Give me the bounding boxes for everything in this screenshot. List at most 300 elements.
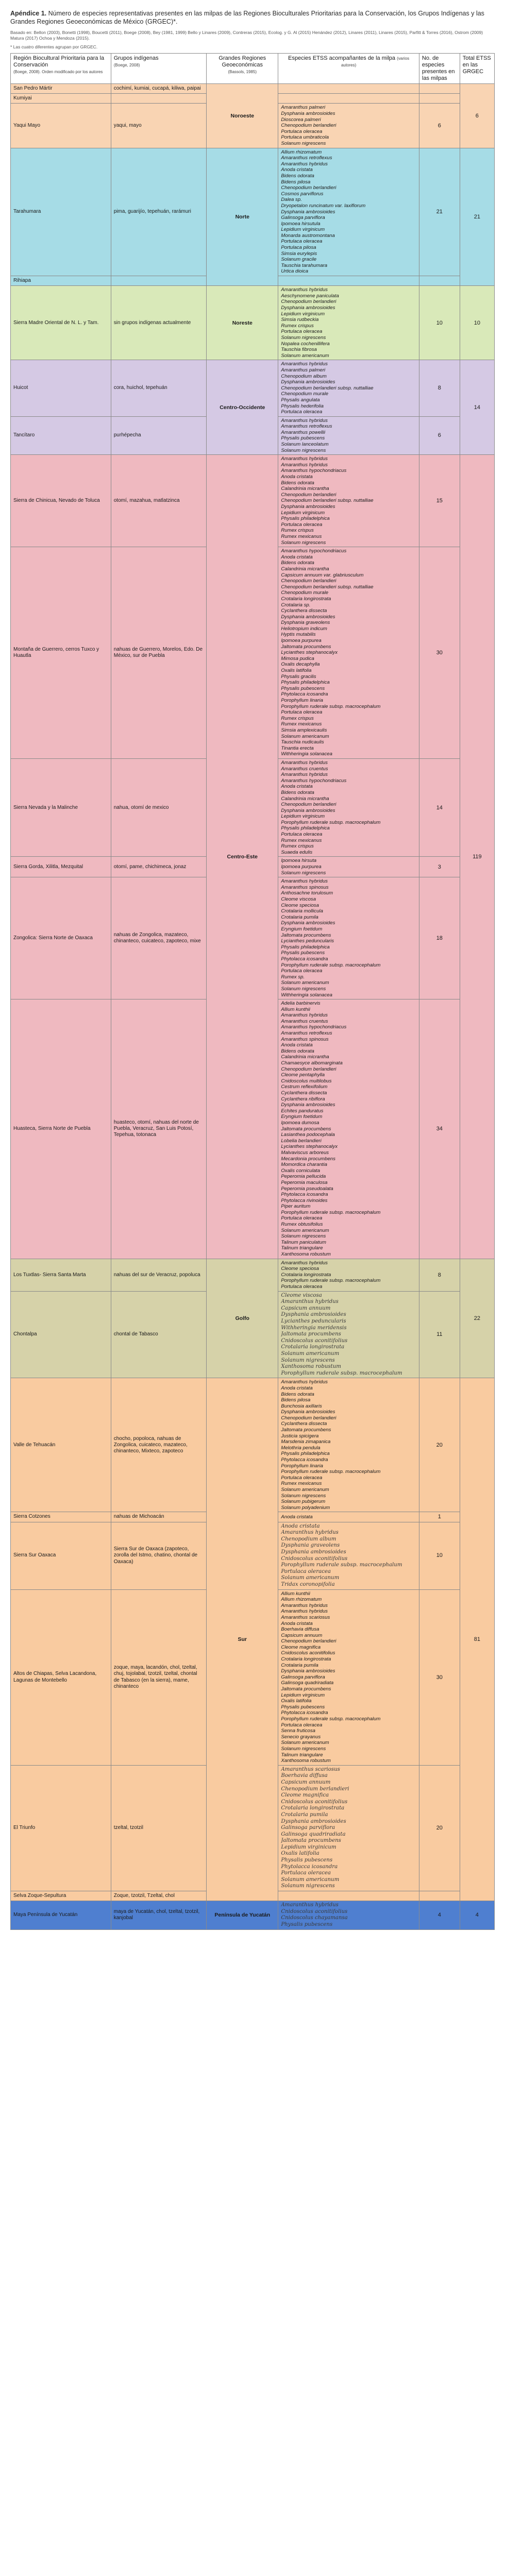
species-count-cell: 18 bbox=[419, 877, 460, 999]
species-name: Chenopodium berlandieri bbox=[281, 802, 336, 808]
species-name: Chenopodium berlandieri subsp. nuttalliae bbox=[281, 498, 374, 504]
grgec-cell: Centro-Este bbox=[207, 455, 278, 1259]
species-name: Cleome magnifica bbox=[281, 1644, 321, 1650]
region-cell: Tarahumara bbox=[11, 148, 111, 276]
species-name: Cestrum reflexifolium bbox=[281, 1084, 328, 1090]
region-cell: Huasteca, Sierra Norte de Puebla bbox=[11, 999, 111, 1259]
species-name: Physalis gracilis bbox=[281, 673, 316, 680]
species-name: Chenopodium berlandieri bbox=[281, 492, 336, 498]
species-name: Solanum nigrescens bbox=[281, 539, 326, 546]
grupos-cell: sin grupos indígenas actualmente bbox=[111, 286, 206, 360]
species-name: Amaranthus hybridus bbox=[281, 462, 328, 468]
species-name: Rumex crispus bbox=[281, 323, 314, 329]
species-name: Amaranthus hybridus bbox=[281, 759, 328, 766]
species-name: Porophyllum ruderale subsp. macrocephalum bbox=[281, 1209, 381, 1215]
header-especies: Especies ETSS acompañantes de la milpa (varios autores) bbox=[278, 54, 419, 84]
species-name: Amaranthus hybridus bbox=[281, 772, 328, 778]
species-name: Physalis pubescens bbox=[281, 950, 325, 956]
species-name: Amaranthus hypochondriacus bbox=[281, 777, 347, 784]
region-cell: Sierra Cotzones bbox=[11, 1512, 111, 1522]
species-name: Anoda cristata bbox=[281, 1514, 313, 1520]
grgec-cell: Península de Yucatán bbox=[207, 1901, 278, 1929]
species-name: Galinsoga quadriradiata bbox=[281, 1680, 334, 1686]
species-name: Suaeda edulis bbox=[281, 849, 313, 855]
species-name: Crotalaria longirostrata bbox=[281, 1805, 345, 1811]
species-name: Portulaca oleracea bbox=[281, 329, 323, 335]
species-cell bbox=[278, 148, 419, 276]
species-name: Momordica charantia bbox=[281, 1162, 327, 1168]
species-count-cell bbox=[419, 1891, 460, 1901]
species-cell bbox=[278, 1291, 419, 1378]
species-name: Calandrinia micrantha bbox=[281, 486, 329, 492]
species-name: Talinum triangulare bbox=[281, 1752, 323, 1758]
species-name: Dysphania ambrosioides bbox=[281, 209, 335, 215]
table-row bbox=[11, 84, 495, 94]
species-name: Dysphania ambrosioides bbox=[281, 1312, 346, 1318]
species-name: Bunchosia axillaris bbox=[281, 1403, 322, 1409]
species-cell bbox=[278, 455, 419, 547]
species-cell bbox=[278, 547, 419, 759]
species-name: Chamaesyce albomarginata bbox=[281, 1060, 343, 1066]
grupos-cell: cora, huichol, tepehuán bbox=[111, 360, 206, 416]
species-name: Jaltomata procumbens bbox=[281, 1838, 341, 1844]
species-name: Amaranthus hybridus bbox=[281, 878, 328, 885]
species-name: Rumex crispus bbox=[281, 528, 314, 534]
species-name: Cleome speciosa bbox=[281, 1266, 319, 1272]
species-cell bbox=[278, 360, 419, 416]
species-count-cell: 10 bbox=[419, 286, 460, 360]
species-cell bbox=[278, 1589, 419, 1765]
species-name: Rumex mexicanus bbox=[281, 837, 322, 843]
region-cell: Selva Zoque-Sepultura bbox=[11, 1891, 111, 1901]
species-name: Dysphania ambrosioides bbox=[281, 1549, 346, 1555]
species-name: Allium kunthii bbox=[281, 1590, 310, 1597]
species-name: Jaltomata procumbens bbox=[281, 1331, 341, 1337]
species-name: Portulaca oleracea bbox=[281, 968, 323, 974]
grgec-cell: Noreste bbox=[207, 286, 278, 360]
species-name: Ipomoea purpurea bbox=[281, 638, 322, 644]
region-cell: Maya Península de Yucatán bbox=[11, 1901, 111, 1929]
species-name: Amaranthus palmeri bbox=[281, 105, 326, 111]
species-name: Portulaca oleracea bbox=[281, 1215, 323, 1222]
grgec-total-cell: 14 bbox=[460, 360, 494, 455]
species-name: Porophyllum ruderale subsp. macrocephalum bbox=[281, 1370, 402, 1376]
species-name: Crotalaria longirostrata bbox=[281, 1344, 345, 1350]
species-name: Rumex mexicanus bbox=[281, 721, 322, 727]
grupos-cell: nahua, otomí de mexico bbox=[111, 758, 206, 857]
header-num: No. de especies presentes en las milpas bbox=[419, 54, 460, 84]
species-name: Solanum nigrescens bbox=[281, 1745, 326, 1752]
species-name: Solanum americanum bbox=[281, 1350, 340, 1357]
species-name: Chenopodium berlandieri bbox=[281, 1066, 336, 1072]
species-name: Allium rhizomatum bbox=[281, 1597, 322, 1603]
species-cell bbox=[278, 999, 419, 1259]
species-name: Melothria pendula bbox=[281, 1445, 321, 1451]
species-name: Capsicum annuum var. glabriusculum bbox=[281, 572, 364, 578]
region-cell: Los Tuxtlas- Sierra Santa Marta bbox=[11, 1259, 111, 1291]
species-name: Talinum triangulare bbox=[281, 1245, 323, 1251]
region-cell: El Triunfo bbox=[11, 1765, 111, 1891]
region-cell: Montaña de Guerrero, cerros Tuxco y Huautla bbox=[11, 547, 111, 759]
species-name: Dysphania ambrosioides bbox=[281, 614, 335, 620]
region-cell: Kumiyai bbox=[11, 94, 111, 104]
species-name: Chenopodium berlandieri subsp. nuttalliae bbox=[281, 584, 374, 590]
species-cell bbox=[278, 1522, 419, 1589]
species-name: Amaranthus retroflexus bbox=[281, 1030, 332, 1037]
species-name: Crotalaria pumila bbox=[281, 1662, 318, 1668]
table-row bbox=[11, 1901, 495, 1929]
species-name: Cnidoscolus aconitifolius bbox=[281, 1650, 335, 1656]
species-cell bbox=[278, 1512, 419, 1522]
species-name: Lepidium virginicum bbox=[281, 1692, 325, 1698]
species-name: Solanum pubigerum bbox=[281, 1499, 326, 1505]
header-grgec: Grandes Regiones Geoeconómicas (Bassols, 1985) bbox=[207, 54, 278, 84]
table-body bbox=[11, 84, 495, 1930]
species-name: Cnidoscolus aconitifolius bbox=[281, 1799, 348, 1805]
species-name: Phytolacca rivinoides bbox=[281, 1197, 328, 1204]
species-name: Jaltomata procumbens bbox=[281, 643, 331, 650]
species-name: Portulaca oleracea bbox=[281, 832, 323, 838]
region-cell: Huicot bbox=[11, 360, 111, 416]
species-name: Amaranthus spinosus bbox=[281, 884, 329, 890]
species-name: Amaranthus hybridus bbox=[281, 1012, 328, 1019]
grupos-cell: otomí, mazahua, matlatzinca bbox=[111, 455, 206, 547]
species-count-cell: 8 bbox=[419, 1259, 460, 1291]
species-name: Chenopodium berlandieri bbox=[281, 123, 336, 129]
species-name: Oxalis latifolia bbox=[281, 668, 312, 674]
species-count-cell: 30 bbox=[419, 547, 460, 759]
species-name: Solanum polyadenium bbox=[281, 1504, 330, 1511]
grgec-cell: Sur bbox=[207, 1378, 278, 1901]
species-name: Physalis hederifolia bbox=[281, 403, 324, 409]
species-name: Phytolacca icosandra bbox=[281, 1863, 338, 1870]
table-row bbox=[11, 1378, 495, 1512]
species-name: Echites panduratus bbox=[281, 1108, 324, 1114]
species-name: Tridax coronopifolia bbox=[281, 1581, 335, 1587]
species-name: Withheringia meridensis bbox=[281, 1325, 347, 1331]
species-name: Chenopodium album bbox=[281, 373, 327, 379]
species-name: Cleome pentaphylla bbox=[281, 1072, 325, 1078]
species-name: Calandrinia micrantha bbox=[281, 566, 329, 572]
species-name: Physalis philadelphica bbox=[281, 1451, 330, 1457]
species-name: Amaranthus retroflexus bbox=[281, 423, 332, 430]
species-name: Jaltomata procumbens bbox=[281, 1427, 331, 1433]
species-name: Peperomia maculosa bbox=[281, 1179, 328, 1185]
grupos-cell: purhépecha bbox=[111, 416, 206, 455]
species-name: Adelia barbinervis bbox=[281, 1001, 321, 1007]
species-count-cell: 21 bbox=[419, 148, 460, 276]
species-name: Bidens odorata bbox=[281, 173, 314, 179]
species-name: Oxalis latifolia bbox=[281, 1698, 312, 1704]
species-name: Cnidoscolus aconitifolius bbox=[281, 1555, 348, 1562]
species-name: Allium kunthii bbox=[281, 1006, 310, 1012]
species-name: Piper auritum bbox=[281, 1204, 311, 1210]
region-cell: Sierra de Chinicua, Nevado de Toluca bbox=[11, 455, 111, 547]
table-header-row bbox=[11, 54, 495, 84]
grgec-total-cell: 4 bbox=[460, 1901, 494, 1929]
species-count-cell bbox=[419, 84, 460, 94]
header bbox=[10, 0, 495, 50]
region-cell: San Pedro Mártir bbox=[11, 84, 111, 94]
species-name: Amaranthus hybridus bbox=[281, 287, 328, 293]
page bbox=[10, 0, 495, 1930]
species-name: Porophyllum ruderale subsp. macrocephalum bbox=[281, 962, 381, 968]
species-count-cell: 1 bbox=[419, 1512, 460, 1522]
species-name: Cosmos parviflorus bbox=[281, 191, 324, 197]
species-name: Cyclanthera dissecta bbox=[281, 608, 327, 614]
species-name: Amaranthus scariosus bbox=[281, 1766, 340, 1772]
document-title bbox=[10, 9, 495, 26]
species-name: Rumex crispus bbox=[281, 843, 314, 850]
table-row bbox=[11, 148, 495, 276]
grgec-total-cell: 81 bbox=[460, 1378, 494, 1901]
species-name: Calandrinia micrantha bbox=[281, 1054, 329, 1060]
species-name: Portulaca oleracea bbox=[281, 1722, 323, 1728]
species-name: Lepidium virginicum bbox=[281, 510, 325, 516]
species-name: Dalea sp. bbox=[281, 197, 302, 203]
species-name: Cleome magnifica bbox=[281, 1792, 329, 1799]
species-name: Tauschia tarahumara bbox=[281, 262, 328, 268]
species-name: Amaranthus hybridus bbox=[281, 1608, 328, 1615]
species-name: Solanum lanceolatum bbox=[281, 442, 329, 448]
species-name: Amaranthus hypochondriacus bbox=[281, 548, 347, 554]
species-name: Crotalaria sp. bbox=[281, 602, 311, 608]
species-name: Phytolacca icosandra bbox=[281, 1457, 328, 1463]
species-name: Peperomia pellucida bbox=[281, 1174, 326, 1180]
species-name: Phytolacca icosandra bbox=[281, 691, 328, 698]
species-name: Galinsoga parviflora bbox=[281, 215, 325, 221]
grupos-cell: nahuas de Michoacán bbox=[111, 1512, 206, 1522]
species-name: Physalis philadelphica bbox=[281, 516, 330, 522]
species-name: Amaranthus retroflexus bbox=[281, 155, 332, 161]
species-name: Portulaca oleracea bbox=[281, 1284, 323, 1290]
header-grupos: Grupos indígenas (Boege, 2008) bbox=[111, 54, 206, 84]
species-name: Physalis pubescens bbox=[281, 1857, 333, 1863]
species-name: Chenopodium murale bbox=[281, 391, 329, 397]
source-note: Basado en: Bellon (2003), Bonetti (1998), Boucetti (2011), Boege (2008), Bey (1981, 1999) Bello y Linares (2009), Contreras (2015), Ecolog. y G. Al (2015) Henández (2012), Linares (2011), Linares (2015), Parfitt & Torres (2016), Ostrom (2009) Matura (2017) Ochoa y Mendoza (2015). bbox=[10, 30, 483, 41]
species-name: Eryngium foetidum bbox=[281, 926, 323, 932]
region-cell: Sierra Madre Oriental de N. L. y Tam. bbox=[11, 286, 111, 360]
species-name: Oxalis latifolia bbox=[281, 1851, 319, 1857]
species-name: Withheringia solanacea bbox=[281, 751, 332, 757]
species-name: Amaranthus hybridus bbox=[281, 1530, 339, 1536]
species-name: Jaltomata procumbens bbox=[281, 932, 331, 938]
species-name: Dysphania ambrosioides bbox=[281, 379, 335, 385]
grgec-total-cell: 21 bbox=[460, 148, 494, 286]
species-cell bbox=[278, 286, 419, 360]
species-name: Lycianthes peduncularis bbox=[281, 938, 334, 944]
species-name: Dysphania ambrosioides bbox=[281, 1409, 335, 1415]
species-name: Solanum americanum bbox=[281, 352, 329, 359]
species-name: Physalis philadelphica bbox=[281, 944, 330, 950]
species-count-cell: 11 bbox=[419, 1291, 460, 1378]
species-name: Chenopodium berlandieri bbox=[281, 185, 336, 191]
species-name: Capsicum annuum bbox=[281, 1779, 331, 1785]
species-name: Portulaca oleracea bbox=[281, 1568, 331, 1574]
species-name: Chenopodium berlandieri bbox=[281, 1638, 336, 1645]
species-name: Solanum nigrescens bbox=[281, 447, 326, 453]
species-cell bbox=[278, 1378, 419, 1512]
species-name: Dioscorea palmeri bbox=[281, 116, 321, 123]
species-name: Amaranthus hybridus bbox=[281, 1299, 339, 1305]
species-name: Heliotropium indicum bbox=[281, 625, 327, 632]
species-name: Amaranthus scariosus bbox=[281, 1614, 330, 1620]
grgec-cell: Noroeste bbox=[207, 84, 278, 148]
species-count-cell: 14 bbox=[419, 758, 460, 857]
grupos-cell: zoque, maya, lacandón, chol, tzeltal, chuj, tojolabal, tzotzil, tzeltal, chontal de Tabasco (en la sierra), mame, chinanteco bbox=[111, 1589, 206, 1765]
title-prefix: Apéndice 1. bbox=[10, 10, 47, 17]
species-name: Crotalaria longirostrata bbox=[281, 596, 331, 602]
species-name: Bidens odorata bbox=[281, 1391, 314, 1397]
grgec-cell: Golfo bbox=[207, 1259, 278, 1378]
grgec-cell: Norte bbox=[207, 148, 278, 286]
species-cell bbox=[278, 758, 419, 857]
species-count-cell: 20 bbox=[419, 1765, 460, 1891]
species-name: Ipomoea purpurea bbox=[281, 864, 322, 870]
species-name: Portulaca pilosa bbox=[281, 245, 316, 251]
species-name: Porophyllum ruderale subsp. macrocephalum bbox=[281, 1469, 381, 1475]
grupos-cell: maya de Yucatán, chol, tzeltal, tzotzil, kanjobal bbox=[111, 1901, 206, 1929]
species-name: Bidens odorata bbox=[281, 789, 314, 795]
species-name: Lepidium virginicum bbox=[281, 227, 325, 233]
species-name: Anoda cristata bbox=[281, 1523, 320, 1529]
species-name: Porophyllum ruderale subsp. macrocephalum bbox=[281, 819, 381, 825]
species-name: Phytolacca icosandra bbox=[281, 1192, 328, 1198]
grupos-cell: tzeltal, tzotzil bbox=[111, 1765, 206, 1891]
species-name: Anoda cristata bbox=[281, 1385, 313, 1391]
species-name: Calandrinia micrantha bbox=[281, 795, 329, 802]
species-name: Amaranthus hybridus bbox=[281, 161, 328, 167]
species-name: Physalis philadelphica bbox=[281, 825, 330, 832]
species-name: Cleome speciosa bbox=[281, 902, 319, 908]
species-name: Boerhavia diffusa bbox=[281, 1626, 319, 1633]
species-count-cell: 15 bbox=[419, 455, 460, 547]
region-cell: Sierra Gorda, Xilitla, Mezquital bbox=[11, 857, 111, 877]
species-cell bbox=[278, 94, 419, 104]
species-name: Amaranthus cruentus bbox=[281, 1018, 328, 1024]
header-total: Total ETSS en las GRGEC bbox=[460, 54, 494, 84]
species-name: Physalis pubescens bbox=[281, 1922, 333, 1928]
species-name: Ipomoea hirsutula bbox=[281, 221, 321, 227]
region-cell: Rihiapa bbox=[11, 276, 111, 286]
species-name: Bidens pilosa bbox=[281, 179, 311, 185]
species-name: Porophyllum ruderale subsp. macrocephalum bbox=[281, 1278, 381, 1284]
species-name: Phytolacca icosandra bbox=[281, 956, 328, 962]
species-name: Amaranthus spinosus bbox=[281, 1036, 329, 1042]
species-name: Physalis angulata bbox=[281, 397, 320, 403]
species-name: Urtica dioica bbox=[281, 268, 309, 275]
table-row bbox=[11, 1259, 495, 1291]
species-table bbox=[10, 53, 495, 1930]
species-count-cell: 6 bbox=[419, 416, 460, 455]
species-name: Rumex mexicanus bbox=[281, 533, 322, 539]
species-name: Lepidium virginicum bbox=[281, 1844, 336, 1850]
species-count-cell: 4 bbox=[419, 1901, 460, 1929]
grupos-cell: otomí, pame, chichimeca, jonaz bbox=[111, 857, 206, 877]
species-name: Solanum americanum bbox=[281, 1227, 329, 1233]
species-name: Anoda cristata bbox=[281, 554, 313, 560]
species-name: Solanum nigrescens bbox=[281, 870, 326, 876]
grgec-total-cell: 119 bbox=[460, 455, 494, 1259]
species-name: Senna fruticosa bbox=[281, 1728, 315, 1734]
region-cell: Altos de Chiapas, Selva Lacandona, Lagunas de Montebello bbox=[11, 1589, 111, 1765]
region-cell: Valle de Tehuacán bbox=[11, 1378, 111, 1512]
species-name: Xanthosoma robustum bbox=[281, 1758, 331, 1764]
species-name: Boerhavia diffusa bbox=[281, 1773, 328, 1779]
species-name: Peperomia pseudoalata bbox=[281, 1185, 333, 1192]
species-name: Rumex mexicanus bbox=[281, 1481, 322, 1487]
species-name: Cleome viscosa bbox=[281, 896, 316, 903]
species-name: Solanum nigrescens bbox=[281, 1883, 335, 1889]
grupos-cell: chontal de Tabasco bbox=[111, 1291, 206, 1378]
species-name: Portulaca oleracea bbox=[281, 409, 323, 415]
table-row bbox=[11, 360, 495, 416]
species-name: Aeschynomene paniculata bbox=[281, 293, 339, 299]
species-name: Crotalaria longirostrata bbox=[281, 1656, 331, 1663]
species-name: Solanum nigrescens bbox=[281, 140, 326, 146]
species-name: Ipomoea hirsuta bbox=[281, 858, 317, 864]
species-name: Amaranthus palmeri bbox=[281, 367, 326, 373]
grupos-cell: huasteco, otomí, nahuas del norte de Puebla, Veracruz, San Luis Potosí, Tepehua, totonaca bbox=[111, 999, 206, 1259]
species-name: Chenopodium berlandieri bbox=[281, 1786, 349, 1792]
species-name: Hyptis mutabilis bbox=[281, 632, 316, 638]
species-name: Solanum americanum bbox=[281, 1876, 340, 1883]
grupos-cell bbox=[111, 94, 206, 104]
species-name: Eryngium foetidum bbox=[281, 1114, 323, 1120]
species-name: Amaranthus hybridus bbox=[281, 1260, 328, 1266]
species-name: Solanum americanum bbox=[281, 733, 329, 739]
species-name: Lobelia berlandieri bbox=[281, 1138, 322, 1144]
species-cell bbox=[278, 276, 419, 286]
species-name: Porophyllum linaria bbox=[281, 698, 323, 704]
species-name: Oxalis corniculata bbox=[281, 1167, 321, 1174]
species-name: Simsia eurylepis bbox=[281, 250, 317, 257]
species-name: Rumex sp. bbox=[281, 974, 305, 980]
species-name: Anoda cristata bbox=[281, 784, 313, 790]
region-cell: Yaqui Mayo bbox=[11, 104, 111, 148]
species-cell bbox=[278, 1901, 419, 1929]
species-count-cell: 34 bbox=[419, 999, 460, 1259]
species-name: Capsicum annuum bbox=[281, 1305, 331, 1311]
species-name: Dysphania graveolens bbox=[281, 1543, 340, 1549]
table-row bbox=[11, 455, 495, 547]
species-name: Portulaca oleracea bbox=[281, 128, 323, 134]
species-name: Bidens pilosa bbox=[281, 1397, 311, 1403]
species-name: Crotalaria mollicula bbox=[281, 908, 323, 914]
grupos-cell: chocho, popoloca, nahuas de Zongolica, cuicateco, mazateco, chinanteco, Mixteco, zapoteco bbox=[111, 1378, 206, 1512]
species-name: Anoda cristata bbox=[281, 1620, 313, 1626]
species-name: Solanum nigrescens bbox=[281, 1357, 335, 1363]
species-name: Lycianthes stephanocalyx bbox=[281, 650, 338, 656]
species-cell bbox=[278, 857, 419, 877]
species-name: Dysphania ambrosioides bbox=[281, 920, 335, 926]
species-name: Chenopodium berlandieri bbox=[281, 1415, 336, 1421]
species-name: Crotalaria pumila bbox=[281, 914, 318, 920]
species-name: Marsdenia zimapanica bbox=[281, 1439, 331, 1445]
species-name: Amaranthus hypochondriacus bbox=[281, 1024, 347, 1030]
species-cell bbox=[278, 877, 419, 999]
species-name: Amaranthus hybridus bbox=[281, 1379, 328, 1385]
grupos-cell: nahuas del sur de Veracruz, popoluca bbox=[111, 1259, 206, 1291]
species-name: Dysphania ambrosioides bbox=[281, 807, 335, 814]
species-name: Portulaca umbraticola bbox=[281, 134, 329, 141]
species-name: Withheringia solanacea bbox=[281, 992, 332, 998]
species-name: Dryopetalon runcinatum var. laxiflorum bbox=[281, 202, 366, 209]
species-name: Crotalaria longirostrata bbox=[281, 1272, 331, 1278]
species-name: Cyclanthera ribiflora bbox=[281, 1096, 325, 1102]
species-name: Talinum paniculatum bbox=[281, 1239, 326, 1245]
species-name: Anoda cristata bbox=[281, 167, 313, 173]
